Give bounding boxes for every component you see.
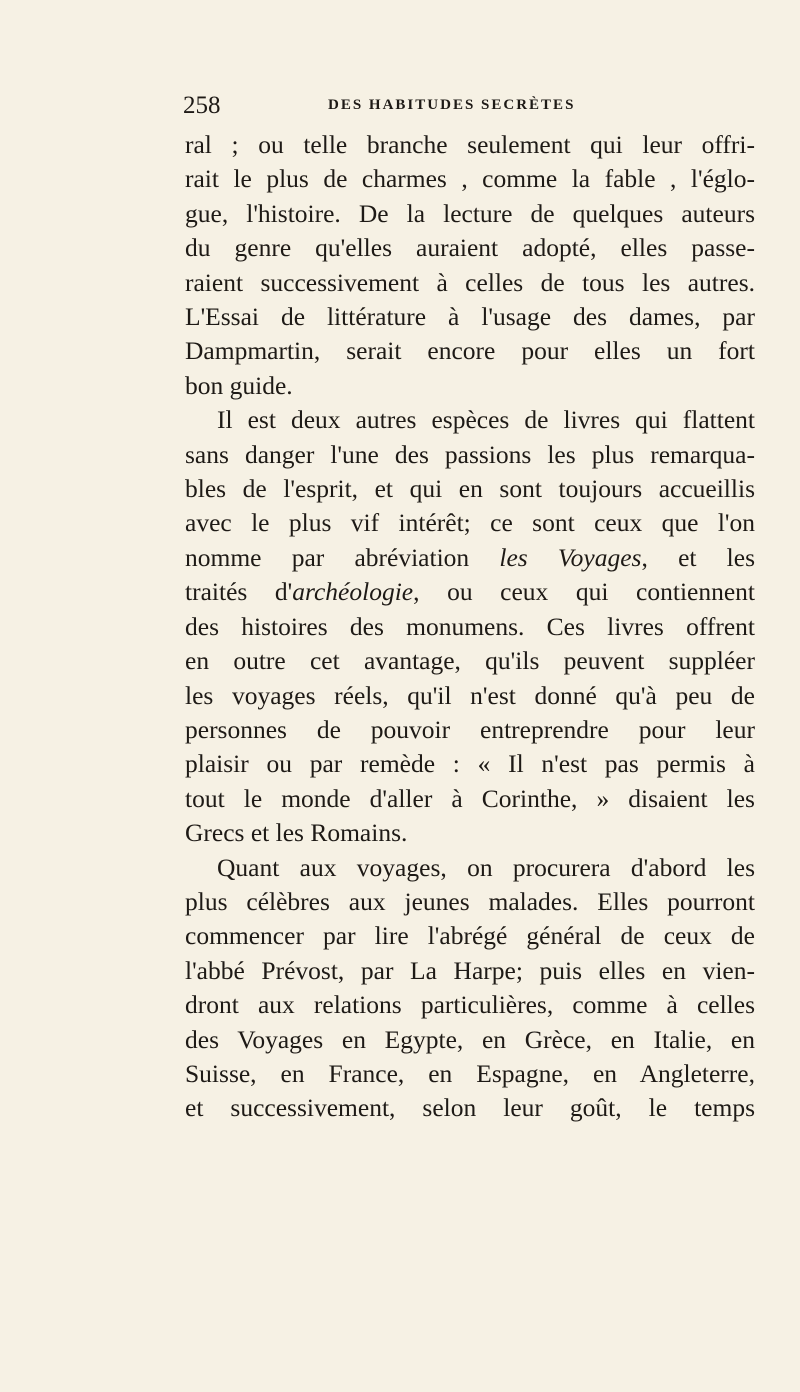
text-line: des histoires des monumens. Ces livres offrent <box>185 611 755 641</box>
text-line: les voyages réels, qu'il n'est donné qu'à peu de <box>185 680 755 710</box>
text-line: dront aux relations particulières, comme à celles <box>185 990 755 1020</box>
body-text <box>185 128 755 1126</box>
text-line: rait le plus de charmes , comme la fable , l'églo- <box>185 164 755 194</box>
text-line: plaisir ou par remède : « Il n'est pas permis à <box>185 749 755 779</box>
text-line: personnes de pouvoir entreprendre pour leur <box>185 714 755 744</box>
text-line-with-italic <box>185 575 755 609</box>
text-line: et successivement, selon leur goût, le temps <box>185 1093 755 1123</box>
text-line: Il est deux autres espèces de livres qui flattent <box>217 405 755 435</box>
text-segment: , et les <box>641 542 756 572</box>
italic-title: les Voyages <box>499 542 642 572</box>
text-line: bles de l'esprit, et qui en sont toujours accueillis <box>185 474 755 504</box>
text-line: plus célèbres aux jeunes malades. Elles pourront <box>185 886 755 916</box>
text-line: commencer par lire l'abrégé général de ceux de <box>185 921 755 951</box>
text-line: L'Essai de littérature à l'usage des dames, par <box>185 302 755 332</box>
text-line: tout le monde d'aller à Corinthe, » disaient les <box>185 783 755 813</box>
text-line: sans danger l'une des passions les plus remarqua- <box>185 439 755 469</box>
text-segment: nomme par abréviation <box>185 542 500 572</box>
text-line: raient successivement à celles de tous les autres. <box>185 267 755 297</box>
text-segment: traités d' <box>185 577 293 607</box>
text-line: Grecs et les Romains. <box>185 818 408 848</box>
text-line: des Voyages en Egypte, en Grèce, en Italie, en <box>185 1024 755 1054</box>
text-line: Quant aux voyages, on procurera d'abord les <box>217 852 755 882</box>
text-line: Dampmartin, serait encore pour elles un fort <box>185 336 755 366</box>
running-title: DES HABITUDES SECRÈTES <box>328 97 576 113</box>
text-line: bon guide. <box>185 370 293 400</box>
text-line: gue, l'histoire. De la lecture de quelques auteurs <box>185 198 755 228</box>
text-line: ral ; ou telle branche seulement qui leur offri- <box>185 130 755 159</box>
text-segment: , ou ceux qui contiennent <box>413 577 756 607</box>
text-line: avec le plus vif intérêt; ce sont ceux que l'on <box>185 508 755 538</box>
text-line: en outre cet avantage, qu'ils peuvent suppléer <box>185 646 755 676</box>
text-line: l'abbé Prévost, par La Harpe; puis elles en vien- <box>185 955 755 985</box>
italic-term: archéologie <box>292 577 414 607</box>
text-line: du genre qu'elles auraient adopté, elles passe- <box>185 233 755 263</box>
text-line-with-italic <box>185 541 755 575</box>
page-number: 258 <box>183 92 221 119</box>
text-line: Suisse, en France, en Espagne, en Angleterre, <box>185 1058 755 1088</box>
